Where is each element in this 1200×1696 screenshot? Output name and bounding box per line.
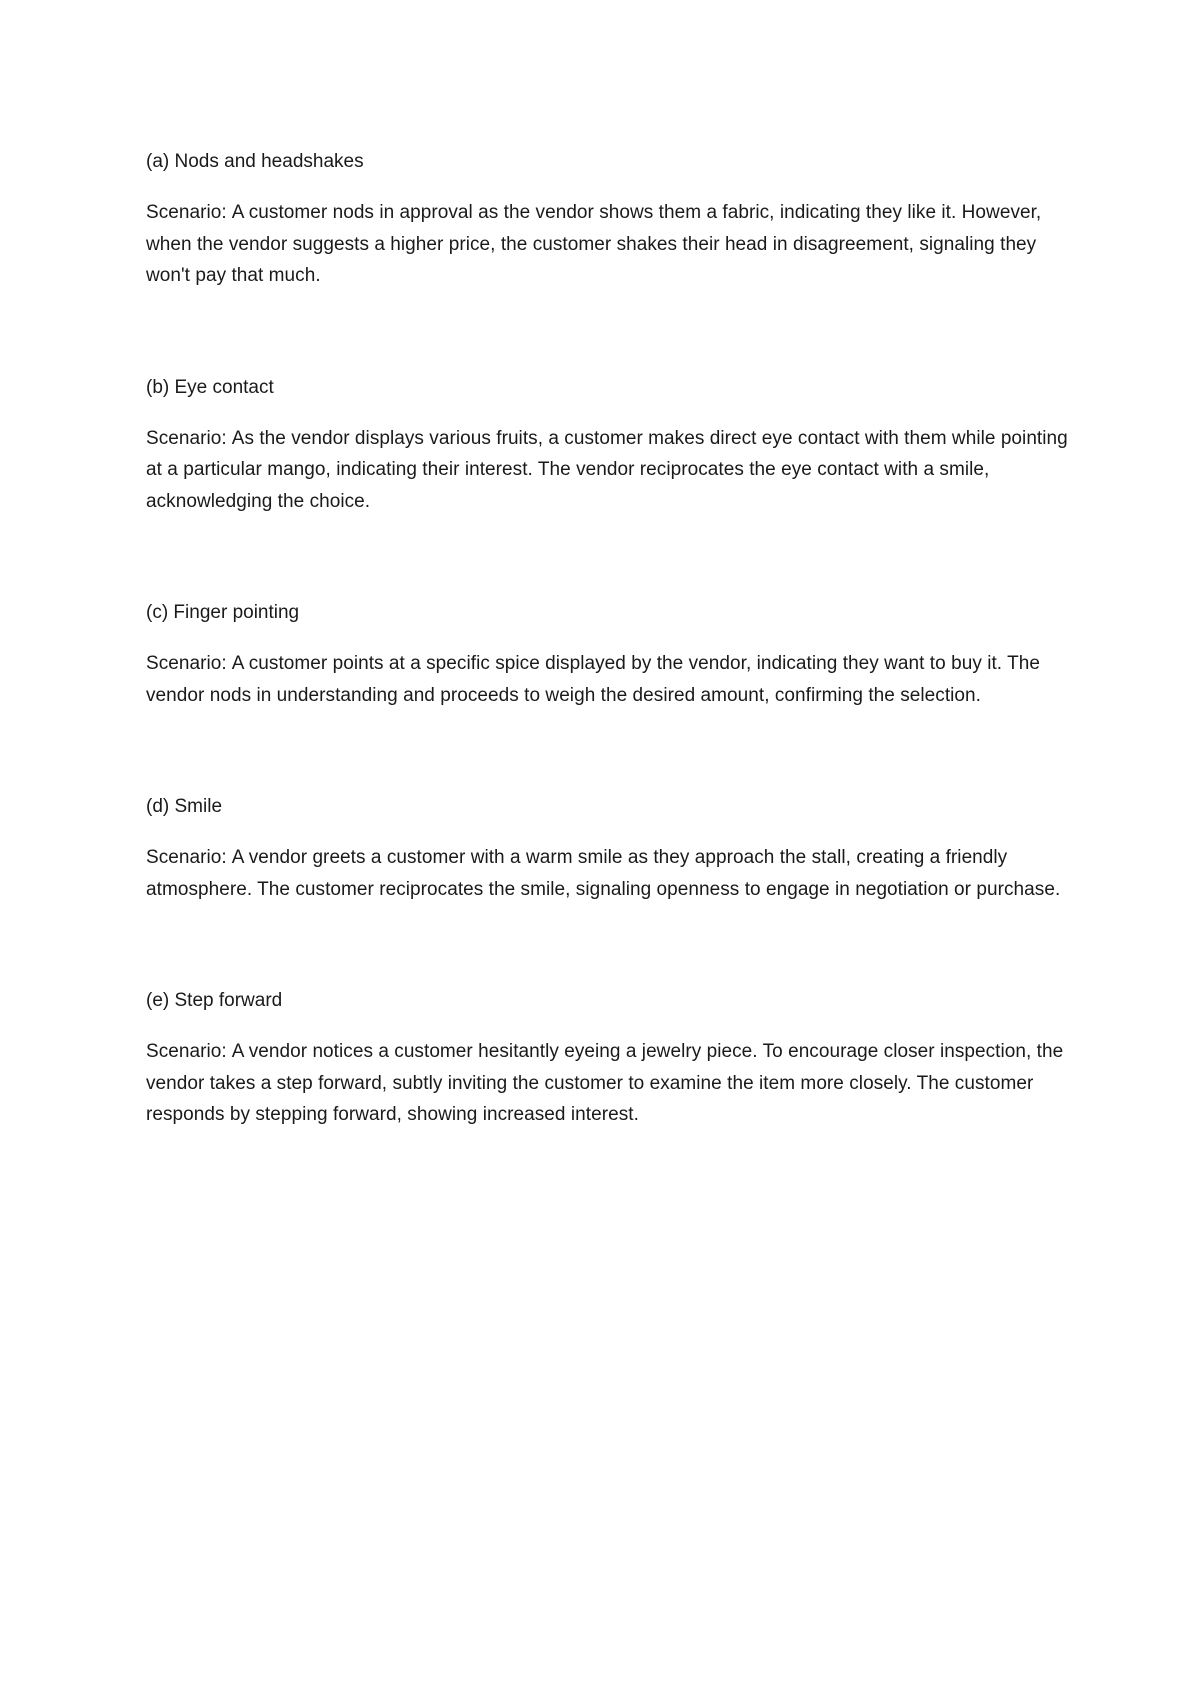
scenario-paragraph [146, 842, 1076, 905]
section-finger-pointing [146, 597, 1076, 711]
scenario-paragraph [146, 648, 1076, 711]
scenario-text: A vendor notices a customer hesitantly eyeing a jewelry piece. To encourage closer inspection, the vendor takes a step forward, subtly inviting the customer to examine the item more closely. The customer responds by stepping forward, showing increased interest. [146, 1041, 1064, 1125]
scenario-label: Scenario: [146, 202, 227, 223]
scenario-label: Scenario: [146, 653, 227, 674]
scenario-paragraph [146, 423, 1076, 518]
section-heading: (a) Nods and headshakes [146, 151, 364, 172]
scenario-text: A customer nods in approval as the vendor shows them a fabric, indicating they like it. However, when the vendor suggests a higher price, the customer shakes their head in disagreement, signaling they won't pay that much. [146, 202, 1042, 286]
section-heading: (c) Finger pointing [146, 602, 300, 623]
section-step-forward [146, 985, 1076, 1131]
document-body [146, 146, 1076, 1211]
section-nods-and-headshakes [146, 146, 1076, 292]
section-heading: (e) Step forward [146, 990, 283, 1011]
section-heading: (b) Eye contact [146, 376, 274, 398]
scenario-label: Scenario: [146, 1041, 227, 1062]
section-heading: (d) Smile [146, 796, 223, 817]
section-smile [146, 791, 1076, 905]
scenario-text: A vendor greets a customer with a warm smile as they approach the stall, creating a friendly atmosphere. The customer reciprocates the smile, signaling openness to engage in negotiation or purchase. [146, 847, 1061, 900]
scenario-text: A customer points at a specific spice displayed by the vendor, indicating they want to buy it. The vendor nods in understanding and proceeds to weigh the desired amount, confirming the selection. [146, 653, 1040, 706]
scenario-label: Scenario: [146, 847, 227, 868]
scenario-text: As the vendor displays various fruits, a customer makes direct eye contact with them while pointing at a particular mango, indicating their interest. The vendor reciprocates the eye contact with a smile, acknowledging the choice. [146, 427, 1068, 512]
scenario-paragraph [146, 1036, 1076, 1131]
scenario-paragraph [146, 197, 1076, 292]
section-eye-contact [146, 372, 1076, 518]
scenario-label: Scenario: [146, 427, 227, 449]
